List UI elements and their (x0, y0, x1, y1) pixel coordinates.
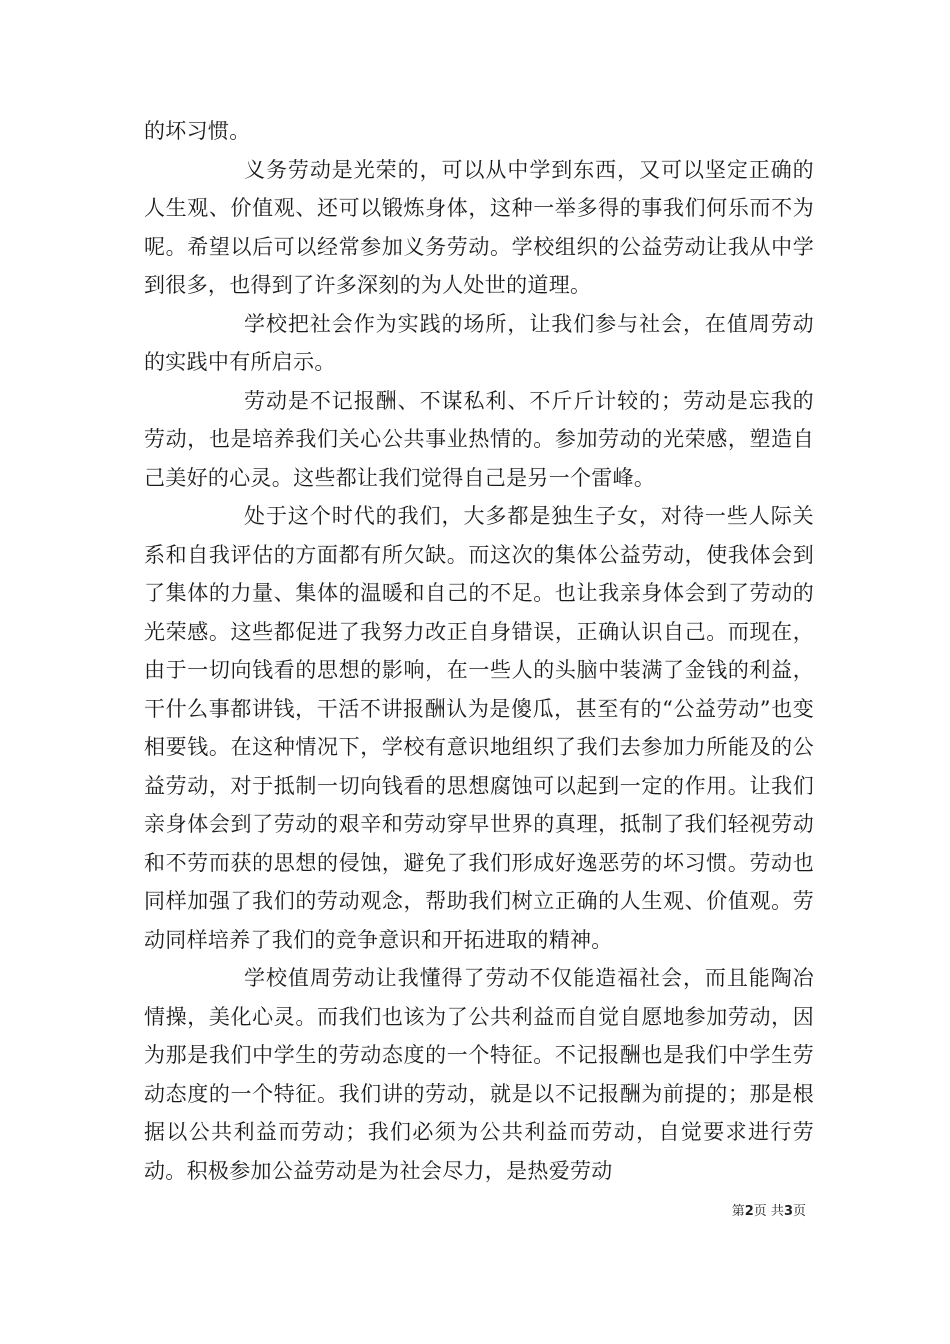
paragraph: 处于这个时代的我们，大多都是独生子女，对待一些人际关系和自我评估的方面都有所欠缺。而这次的集体公益劳动，使我体会到了集体的力量、集体的温暖和自己的不足。也让我亲身体会到了劳动的光荣感。这些都促进了我努力改正自身错误，正确认识自己。而现在，由于一切向钱看的思想的影响，在一些人的头脑中装满了金钱的利益，干什么事都讲钱，干活不讲报酬认为是傻瓜，甚至有的“公益劳动”也变相要钱。在这种情况下，学校有意识地组织了我们去参加力所能及的公益劳动，对于抵制一切向钱看的思想腐蚀可以起到一定的作用。让我们亲身体会到了劳动的艰辛和劳动穿早世界的真理，抵制了我们轻视劳动和不劳而获的思想的侵蚀，避免了我们形成好逸恶劳的坏习惯。劳动也同样加强了我们的劳动观念，帮助我们树立正确的人生观、价值观。劳动同样培养了我们的竞争意识和开拓进取的精神。 (144, 504, 814, 952)
footer-middle: 页 共 (753, 1204, 784, 1219)
paragraph: 义务劳动是光荣的，可以从中学到东西，又可以坚定正确的人生观、价值观、还可以锻炼身体，这种一举多得的事我们何乐而不为呢。希望以后可以经常参加义务劳动。学校组织的公益劳动让我从中学到很多，也得到了许多深刻的为人处世的道理。 (144, 157, 814, 297)
current-page-number: 2 (744, 1204, 754, 1219)
total-page-number: 3 (783, 1204, 793, 1219)
paragraph: 劳动是不记报酬、不谋私利、不斤斤计较的；劳动是忘我的劳动，也是培养我们关心公共事业热情的。参加劳动的光荣感，塑造自己美好的心灵。这些都让我们觉得自己是另一个雷峰。 (144, 388, 814, 490)
paragraph: 学校把社会作为实践的场所，让我们参与社会，在值周劳动的实践中有所启示。 (144, 311, 814, 374)
footer-suffix: 页 (792, 1204, 806, 1219)
footer-prefix: 第 (731, 1204, 745, 1219)
paragraph-continuation: 的坏习惯。 (144, 119, 251, 143)
paragraph: 学校值周劳动让我懂得了劳动不仅能造福社会，而且能陶冶情操，美化心灵。而我们也该为了公共利益而自觉自愿地参加劳动，因为那是我们中学生的劳动态度的一个特征。不记报酬也是我们中学生劳动态度的一个特征。我们讲的劳动，就是以不记报酬为前提的；那是根据以公共利益而劳动；我们必须为公共利益而劳动，自觉要求进行劳动。积极参加公益劳动是为社会尽力，是热爱劳动 (144, 966, 814, 1183)
body-text (144, 112, 814, 1190)
page-number-footer (732, 1200, 806, 1219)
